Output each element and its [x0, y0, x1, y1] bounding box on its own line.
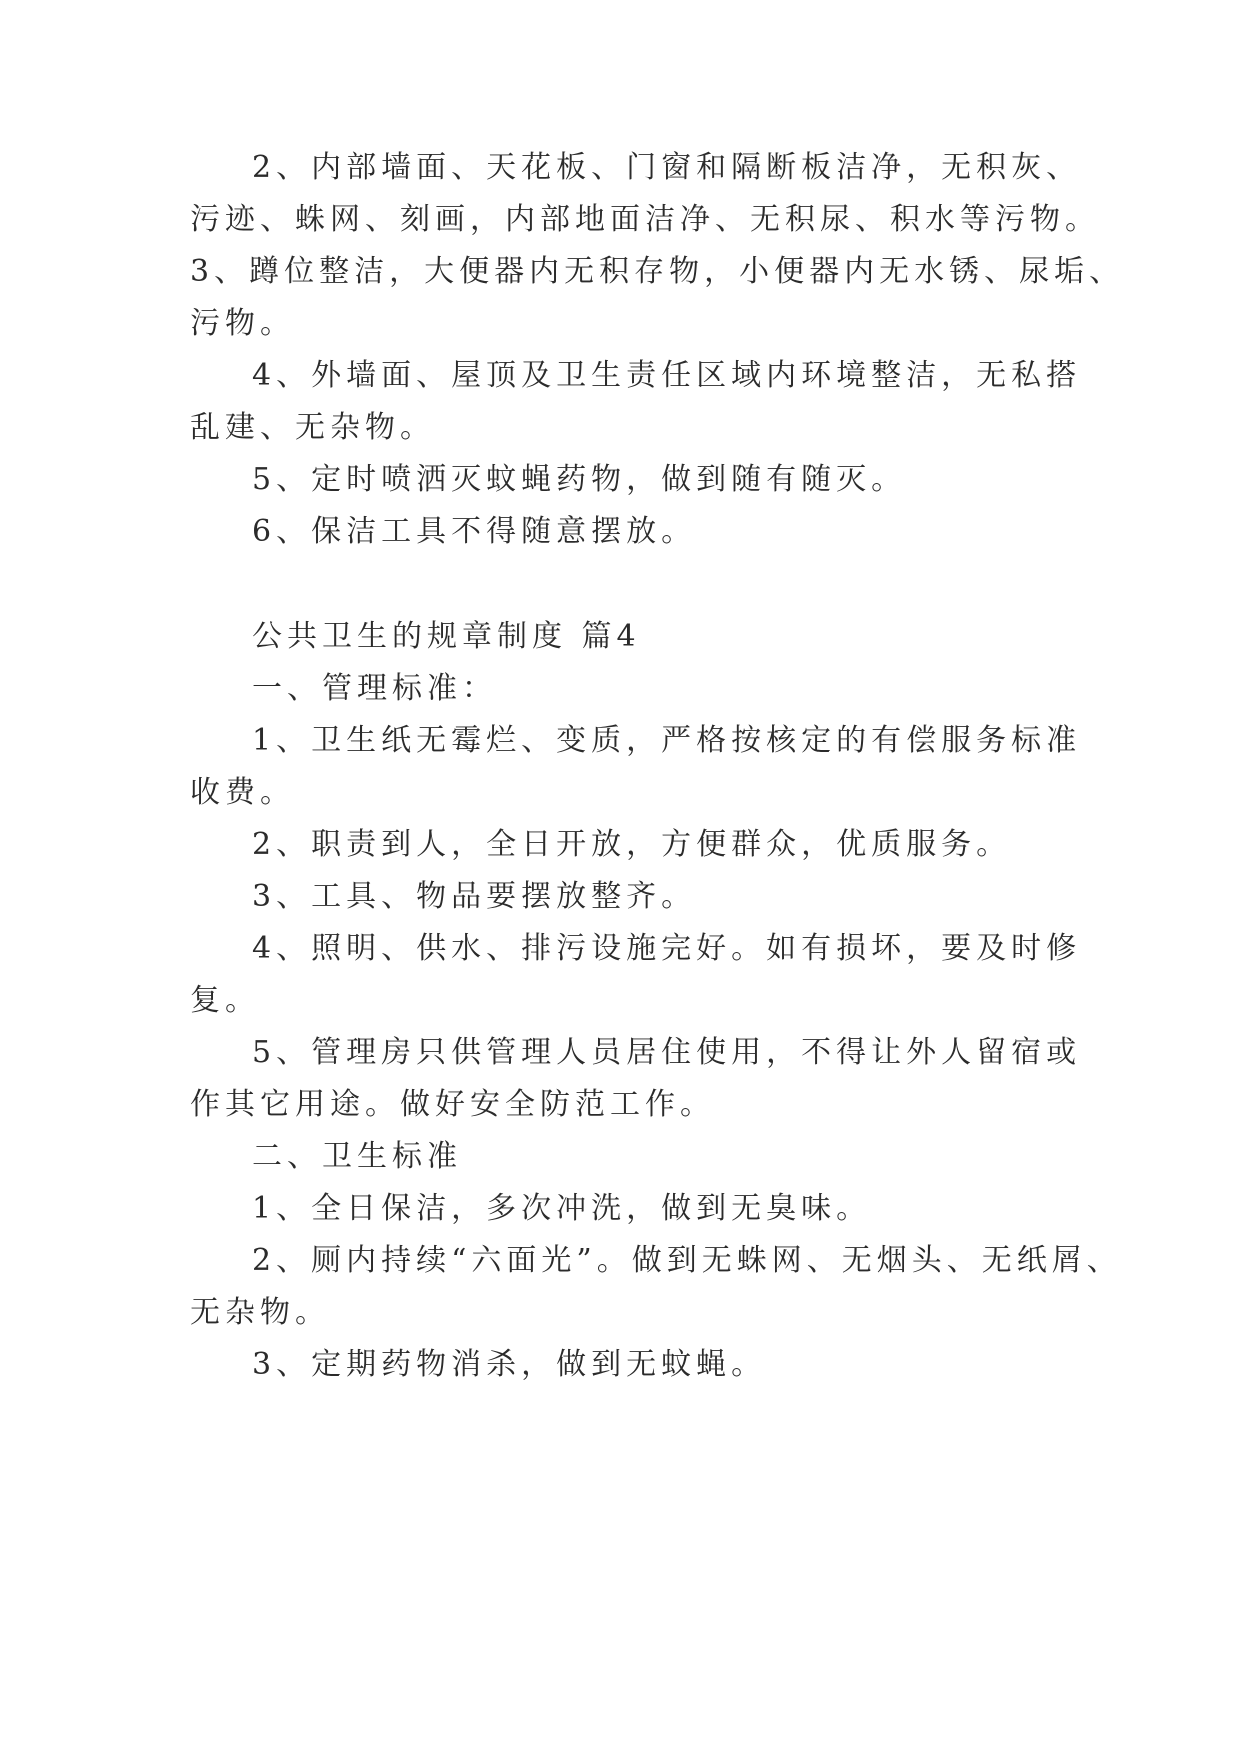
- section-heading: 一、管理标准：: [252, 671, 497, 706]
- paragraph-line: 6、保洁工具不得随意摆放。: [252, 514, 697, 549]
- paragraph-line: 收费。: [190, 775, 295, 810]
- paragraph-line: 3、蹲位整洁，大便器内无积存物，小便器内无水锈、尿垢、: [190, 254, 1125, 289]
- paragraph-line: 复。: [190, 983, 260, 1018]
- paragraph-line: 2、厕内持续“六面光”。做到无蛛网、无烟头、无纸屑、: [252, 1243, 1122, 1278]
- paragraph-line: 乱建、无杂物。: [190, 410, 435, 445]
- paragraph-line: 5、管理房只供管理人员居住使用，不得让外人留宿或: [252, 1035, 1082, 1070]
- paragraph-line: 3、工具、物品要摆放整齐。: [252, 879, 697, 914]
- paragraph-line: 2、内部墙面、天花板、门窗和隔断板洁净，无积灰、: [252, 150, 1082, 185]
- paragraph-line: 4、外墙面、屋顶及卫生责任区域内环境整洁，无私搭: [252, 358, 1082, 393]
- section-heading: 二、卫生标准: [252, 1139, 462, 1174]
- paragraph-line: 无杂物。: [190, 1295, 330, 1330]
- paragraph-line: 1、卫生纸无霉烂、变质，严格按核定的有偿服务标准: [252, 723, 1082, 758]
- paragraph-line: 1、全日保洁，多次冲洗，做到无臭味。: [252, 1191, 872, 1226]
- section-title: 公共卫生的规章制度 篇4: [252, 619, 641, 654]
- paragraph-line: 作其它用途。做好安全防范工作。: [190, 1087, 715, 1122]
- paragraph-line: 污迹、蛛网、刻画，内部地面洁净、无积尿、积水等污物。: [190, 202, 1100, 237]
- paragraph-line: 污物。: [190, 306, 295, 341]
- paragraph-line: 2、职责到人，全日开放，方便群众，优质服务。: [252, 827, 1012, 862]
- paragraph-line: 5、定时喷洒灭蚊蝇药物，做到随有随灭。: [252, 462, 907, 497]
- paragraph-line: 3、定期药物消杀，做到无蚊蝇。: [252, 1347, 767, 1382]
- paragraph-line: 4、照明、供水、排污设施完好。如有损坏，要及时修: [252, 931, 1082, 966]
